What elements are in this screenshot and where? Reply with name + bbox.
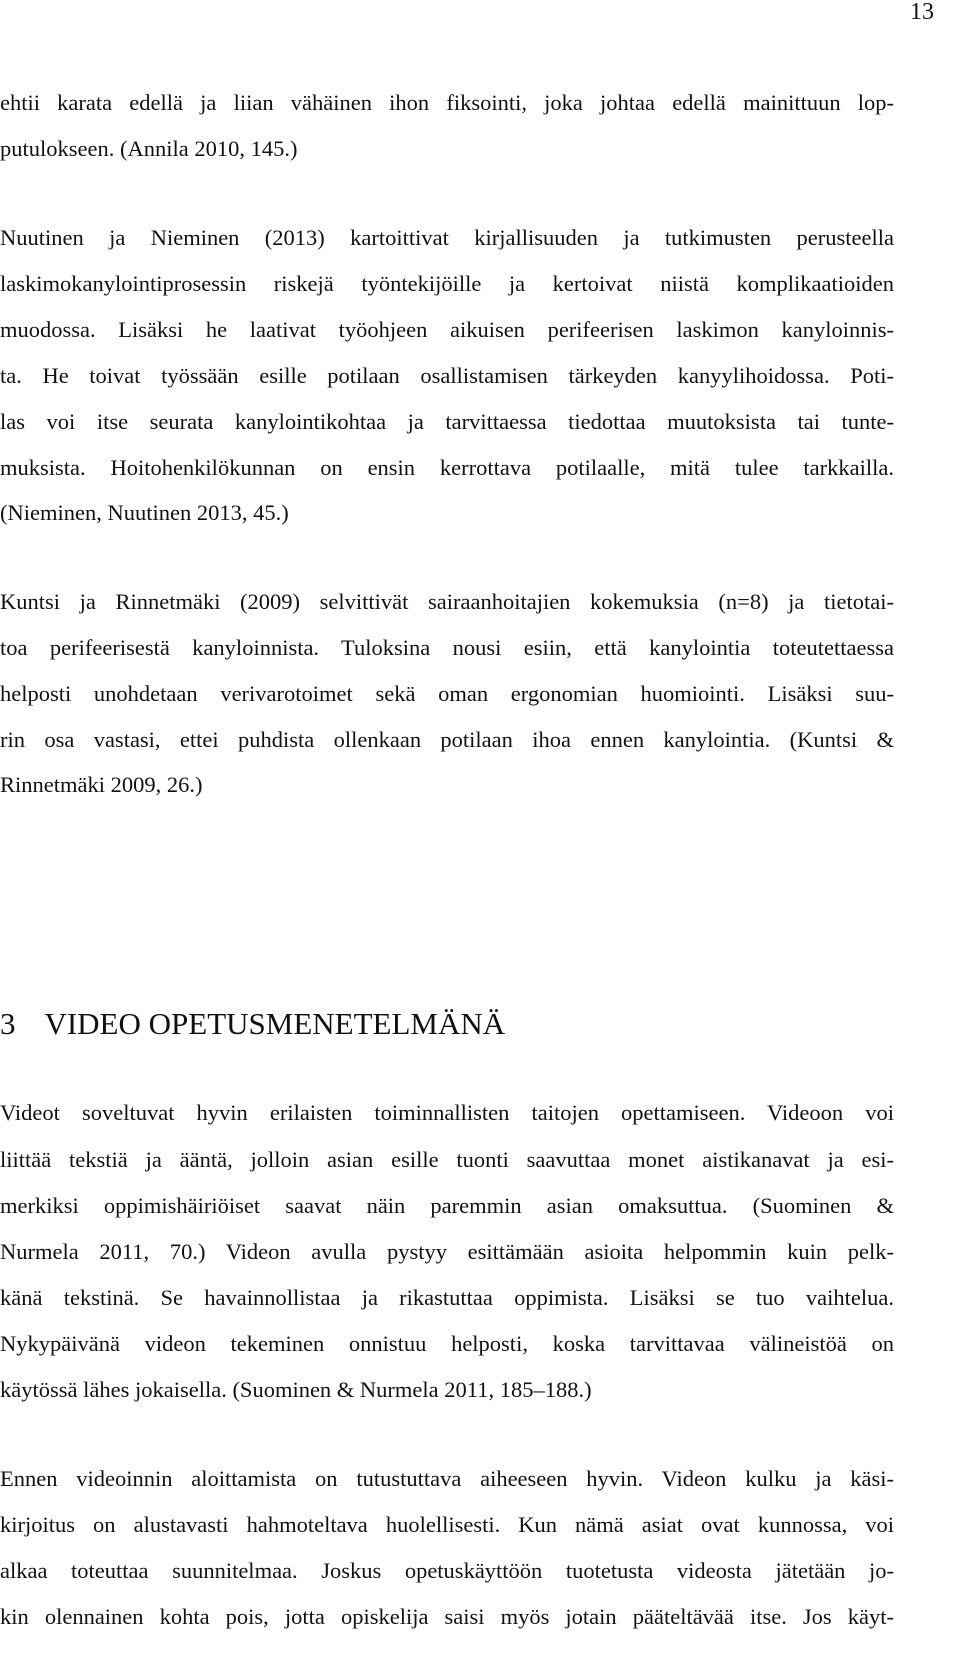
paragraph-4-line-5: känä tekstinä. Se havainnollistaa ja rikastuttaa oppimista. Lisäksi se tuo vaihtelua. [0, 1285, 894, 1310]
paragraph-3-line-5: Rinnetmäki 2009, 26.) [0, 772, 203, 797]
paragraph-4-line-3: merkiksi oppimishäiriöiset saavat näin paremmin asian omaksuttua. (Suominen & [0, 1193, 894, 1218]
paragraph-4-line-6: Nykypäivänä videon tekeminen onnistuu helposti, koska tarvittavaa välineistöä on [0, 1331, 894, 1356]
paragraph-5-line-2: kirjoitus on alustavasti hahmoteltava huolellisesti. Kun nämä asiat ovat kunnossa, voi [0, 1512, 894, 1537]
paragraph-4-line-1: Videot soveltuvat hyvin erilaisten toiminnallisten taitojen opettamiseen. Videoon voi [0, 1100, 894, 1125]
paragraph-2-line-2: laskimokanylointiprosessin riskejä työntekijöille ja kertoivat niistä komplikaatioiden [0, 271, 894, 296]
paragraph-2-line-1: Nuutinen ja Nieminen (2013) kartoittivat kirjallisuuden ja tutkimusten perusteella [0, 225, 894, 250]
paragraph-4-line-7: käytössä lähes jokaisella. (Suominen & Nurmela 2011, 185–188.) [0, 1377, 592, 1402]
paragraph-5-line-1: Ennen videoinnin aloittamista on tutustuttava aiheeseen hyvin. Videon kulku ja käsi- [0, 1466, 894, 1491]
paragraph-5-line-4: kin olennainen kohta pois, jotta opiskelija saisi myös jotain pääteltävää itse. Jos käyt- [0, 1604, 894, 1629]
paragraph-1-line-1: ehtii karata edellä ja liian vähäinen ihon fiksointi, joka johtaa edellä mainittuun lop- [0, 90, 894, 115]
paragraph-2-line-7: (Nieminen, Nuutinen 2013, 45.) [0, 500, 289, 525]
section-heading-title: VIDEO OPETUSMENETELMÄNÄ [44, 1006, 506, 1041]
paragraph-1-line-2: putulokseen. (Annila 2010, 145.) [0, 136, 298, 161]
page-number: 13 [910, 0, 934, 25]
paragraph-3-line-2: toa perifeerisestä kanyloinnista. Tuloksina nousi esiin, että kanylointia toteutettaessa [0, 635, 894, 660]
paragraph-3-line-4: rin osa vastasi, ettei puhdista ollenkaan potilaan ihoa ennen kanylointia. (Kuntsi & [0, 727, 894, 752]
paragraph-4-line-4: Nurmela 2011, 70.) Videon avulla pystyy esittämään asioita helpommin kuin pelk- [0, 1239, 894, 1264]
paragraph-2-line-5: las voi itse seurata kanylointikohtaa ja tarvittaessa tiedottaa muutoksista tai tunte- [0, 409, 894, 434]
section-heading [0, 1006, 505, 1042]
paragraph-4-line-2: liittää tekstiä ja ääntä, jolloin asian esille tuonti saavuttaa monet aistikanavat ja esi- [0, 1147, 894, 1172]
section-heading-number: 3 [0, 1006, 16, 1041]
paragraph-3-line-3: helposti unohdetaan verivarotoimet sekä oman ergonomian huomiointi. Lisäksi suu- [0, 681, 894, 706]
paragraph-5-line-3: alkaa toteuttaa suunnitelmaa. Joskus opetuskäyttöön tuotetusta videosta jätetään jo- [0, 1558, 894, 1583]
paragraph-3-line-1: Kuntsi ja Rinnetmäki (2009) selvittivät sairaanhoitajien kokemuksia (n=8) ja tietotai- [0, 589, 894, 614]
paragraph-2-line-4: ta. He toivat työssään esille potilaan osallistamisen tärkeyden kanyylihoidossa. Poti- [0, 363, 894, 388]
paragraph-2-line-6: muksista. Hoitohenkilökunnan on ensin kerrottava potilaalle, mitä tulee tarkkailla. [0, 455, 894, 480]
paragraph-2-line-3: muodossa. Lisäksi he laativat työohjeen aikuisen perifeerisen laskimon kanyloinnis- [0, 317, 894, 342]
